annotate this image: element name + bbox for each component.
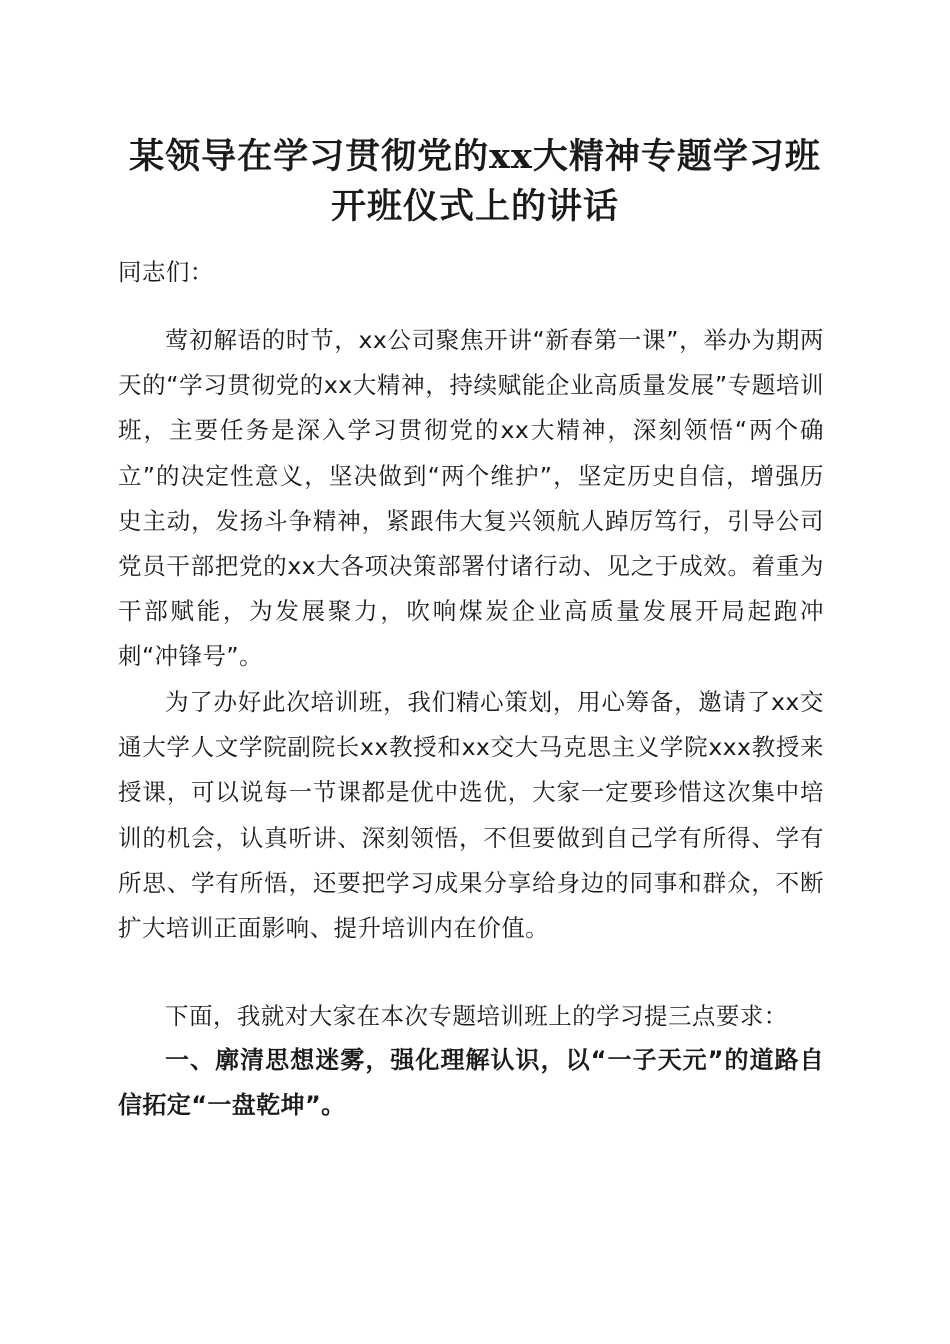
salutation: 同志们： (118, 258, 214, 286)
paragraph-3: 下面，我就对大家在本次专题培训班上的学习提三点要求： (165, 1002, 788, 1030)
title-line-2: 开班仪式上的讲话 (330, 186, 619, 227)
document-title (60, 132, 890, 232)
paragraph-1: 莺初解语的时节，xx公司聚焦开讲“新春第一课”，举办为期两天的“学习贯彻党的xx大精神，持续赋能企业高质量发展”专题培训班，主要任务是深入学习贯彻党的xx大精神，深刻领悟“两个确立”的决定性意义，坚决做到“两个维护”，坚定历史自信，增强历史主动，发扬斗争精神，紧跟伟大复兴领航人踔厉笃行，引导公司党员干部把党的xx大各项决策部署付诸行动、见之于成效。着重为干部赋能，为发展聚力，吹响煤炭企业高质量发展开局起跑冲刺“冲锋号”。 (118, 326, 824, 671)
paragraph-2: 为了办好此次培训班，我们精心策划，用心筹备，邀请了xx交通大学人文学院副院长xx教授和xx交大马克思主义学院xxx教授来授课，可以说每一节课都是优中选优，大家一定要珍惜这次集中培训的机会，认真听讲、深刻领悟，不但要做到自己学有所得、学有所思、学有所悟，还要把学习成果分享给身边的同事和群众，不断扩大培训正面影响、提升培训内在价值。 (118, 688, 824, 943)
title-line-1: 某领导在学习贯彻党的xx大精神专题学习班 (129, 136, 821, 177)
section-heading-1: 一、廓清思想迷雾，强化理解认识，以“一子天元”的道路自信拓定“一盘乾坤”。 (118, 1046, 824, 1119)
